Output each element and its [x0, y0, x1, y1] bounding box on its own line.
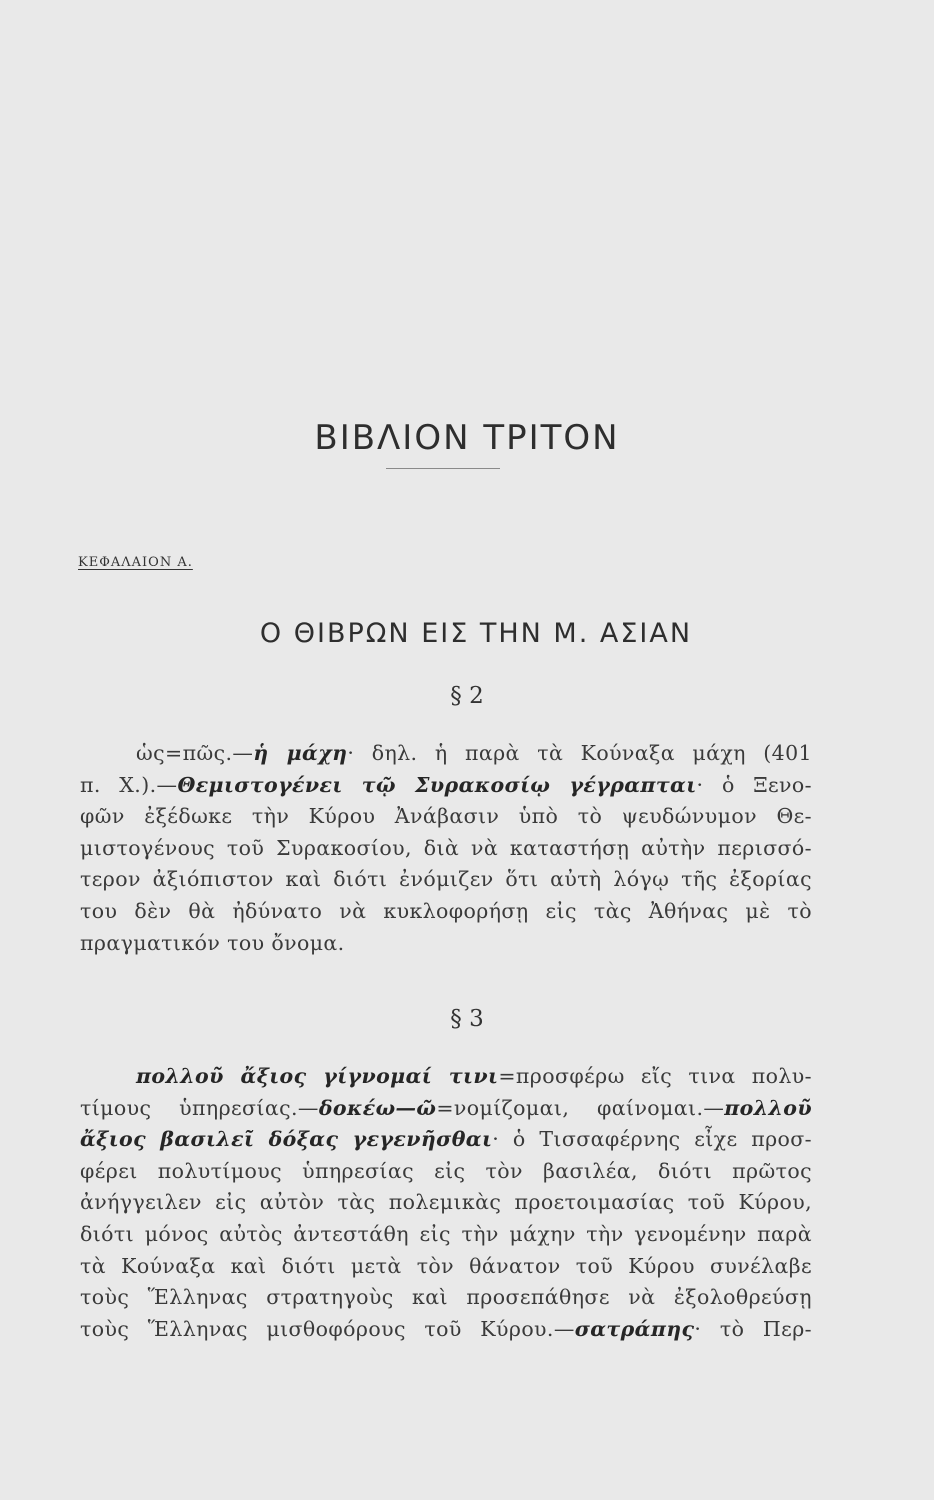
- paragraph-line: τερον ἀξιόπιστον καὶ διότι ἐνόμιζεν ὅτι αὐτὴ λόγῳ τῆς ἐξορίας: [80, 867, 812, 892]
- paragraph-line: φέρει πολυτίμους ὑπηρεσίας εἰς τὸν βασιλέα, διότι πρῶτος: [80, 1158, 812, 1183]
- section-2-mark: § 2: [450, 683, 484, 709]
- paragraph-line: τὰ Κούναξα καὶ διότι μετὰ τὸν θάνατον τοῦ Κύρου συνέλαβε: [80, 1253, 812, 1278]
- paragraph-line: τοὺς Ἕλληνας στρατηγοὺς καὶ προσεπάθησε νὰ ἐξολοθρεύσῃ: [80, 1285, 812, 1310]
- paragraph-line: ἀνήγγειλεν εἰς αὐτὸν τὰς πολεμικὰς προετοιμασίας τοῦ Κύρου,: [80, 1190, 812, 1215]
- paragraph-line: πραγματικόν του ὄνομα.: [80, 930, 345, 955]
- paragraph-line: ἄξιος βασιλεῖ δόξας γεγενῆσθαι· ὁ Τισσαφέρνης εἶχε προσ-: [80, 1127, 812, 1152]
- paragraph-line: ὡς=πῶς.—ἡ μάχη· δηλ. ἡ παρὰ τὰ Κούναξα μάχη (401: [136, 741, 812, 765]
- title-rule: [386, 468, 500, 469]
- chapter-title: Ο ΘΙΒΡΩΝ ΕΙΣ ΤΗΝ Μ. ΑΣΙΑΝ: [259, 618, 693, 649]
- section-3-paragraph: [80, 1061, 812, 1345]
- paragraph-line: μιστογένους τοῦ Συρακοσίου, διὰ νὰ καταστήσῃ αὐτὴν περισσό-: [80, 835, 812, 860]
- paragraph-line: του δὲν θὰ ἠδύνατο νὰ κυκλοφορήσῃ εἰς τὰς Ἀθήνας μὲ τὸ: [80, 898, 812, 923]
- paragraph-line: φῶν ἐξέδωκε τὴν Κύρου Ἀνάβασιν ὑπὸ τὸ ψευδώνυμον Θε-: [80, 804, 812, 829]
- paragraph-line: διότι μόνος αὐτὸς ἀντεστάθη εἰς τὴν μάχην τὴν γενομένην παρὰ: [80, 1221, 812, 1246]
- paragraph-line: τοὺς Ἕλληνας μισθοφόρους τοῦ Κύρου.—σατράπης· τὸ Περ-: [80, 1316, 812, 1341]
- paragraph-line: τίμους ὑπηρεσίας.—δοκέω—ῶ=νομίζομαι, φαίνομαι.—πολλοῦ: [80, 1095, 812, 1120]
- paragraph-line: πολλοῦ ἄξιος γίγνομαί τινι=προσφέρω εἴς τινα πολυ-: [136, 1064, 812, 1088]
- paragraph-line: π. Χ.).—Θεμιστογένει τῷ Συρακοσίῳ γέγραπται· ὁ Ξενο-: [80, 772, 812, 797]
- chapter-label: ΚΕΦΑΛΑΙΟΝ Α.: [78, 555, 193, 570]
- section-3-mark: § 3: [450, 1006, 484, 1032]
- book-title: ΒΙΒΛΙΟΝ ΤΡΙΤΟΝ: [314, 418, 620, 458]
- section-2-paragraph: [80, 738, 812, 959]
